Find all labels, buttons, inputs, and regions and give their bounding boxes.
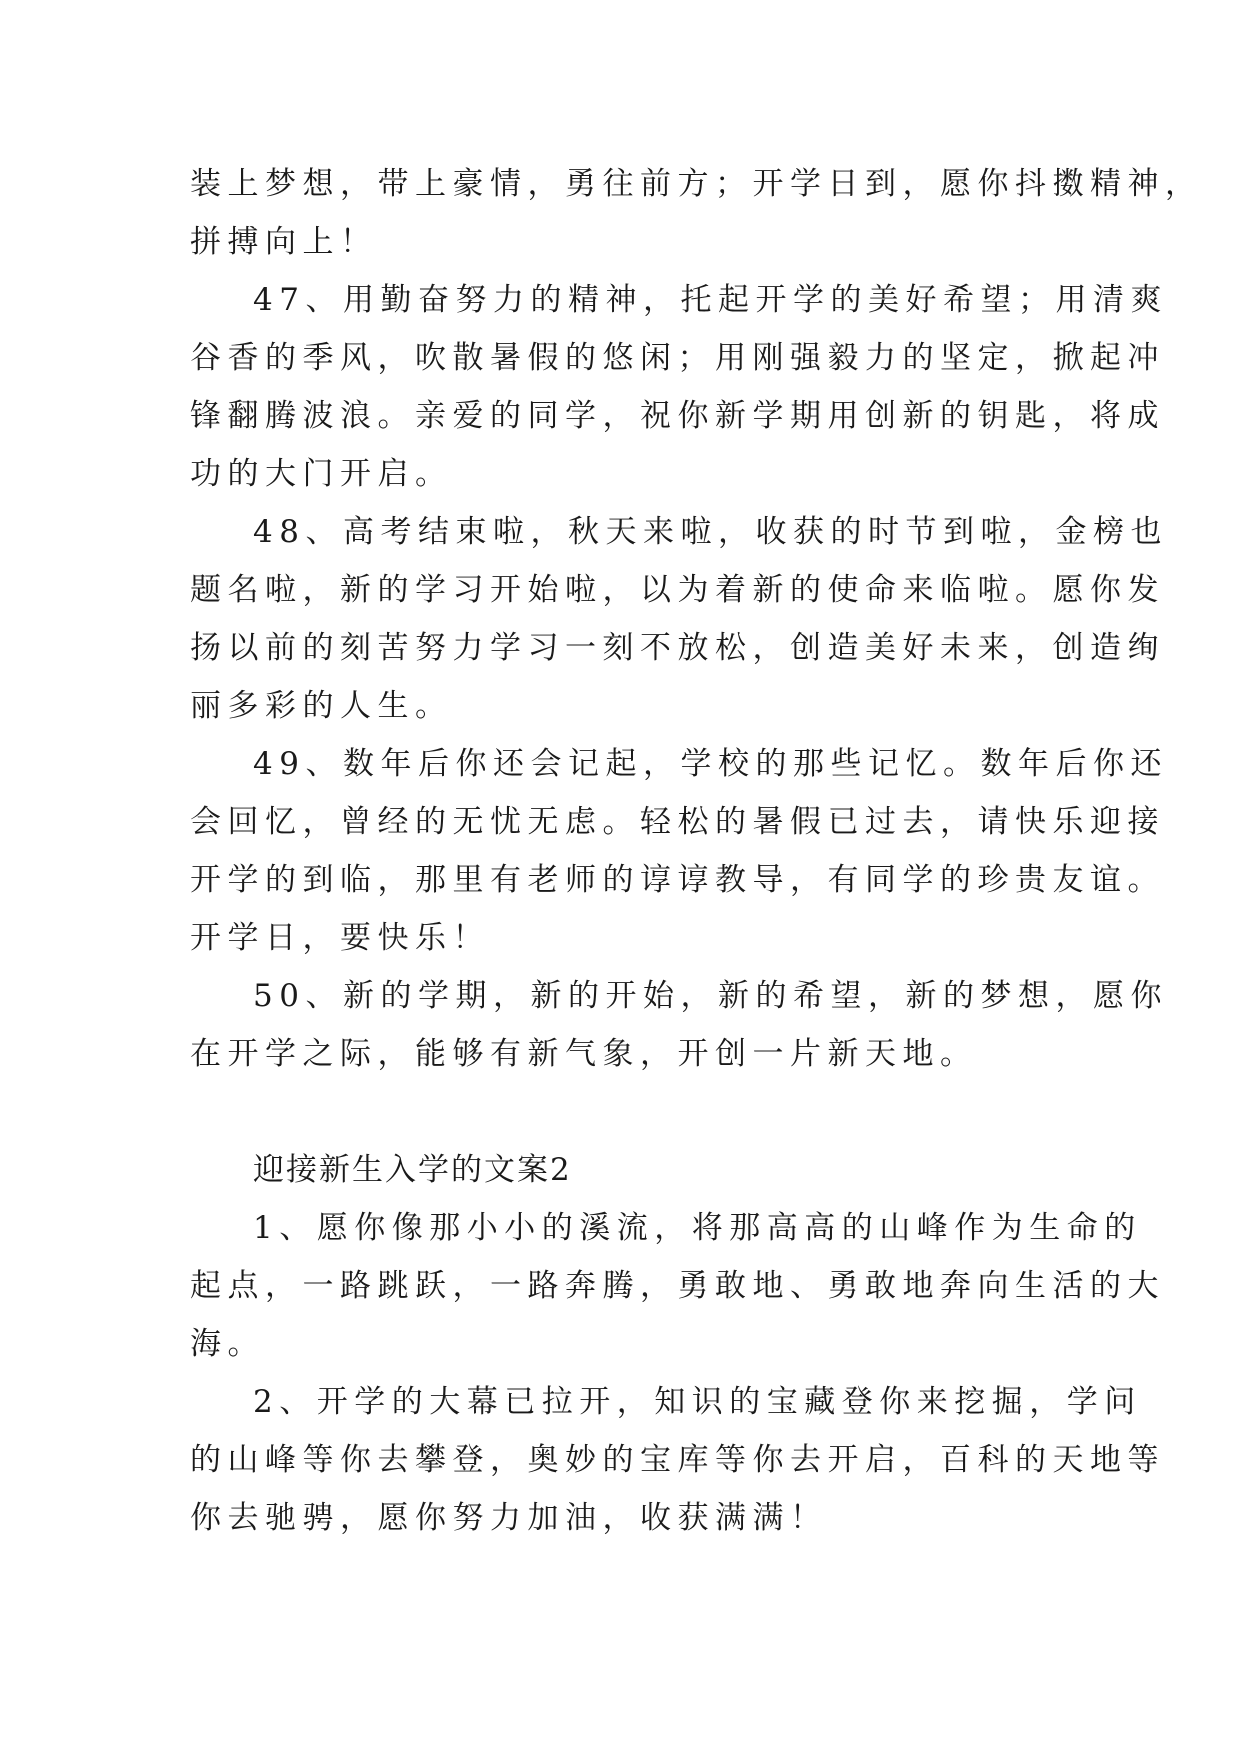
text-line: 海。 <box>190 1326 265 1362</box>
text-line: 会回忆，曾经的无忧无虑。轻松的暑假已过去，请快乐迎接 <box>190 804 1165 840</box>
paragraph-2-start: 2、开学的大幕已拉开，知识的宝藏登你来挖掘，学问 <box>253 1384 1142 1420</box>
text-line: 谷香的季风，吹散暑假的悠闲；用刚强毅力的坚定，掀起冲 <box>190 340 1165 376</box>
text-line: 开学日，要快乐！ <box>190 920 490 956</box>
text-line: 在开学之际，能够有新气象，开创一片新天地。 <box>190 1036 978 1072</box>
text-line: 装上梦想，带上豪情，勇往前方；开学日到，愿你抖擞精神， <box>190 166 1203 202</box>
text-line: 锋翻腾波浪。亲爱的同学，祝你新学期用创新的钥匙，将成 <box>190 398 1165 434</box>
text-line: 功的大门开启。 <box>190 456 453 492</box>
paragraph-48-start: 48、高考结束啦，秋天来啦，收获的时节到啦，金榜也 <box>253 514 1168 550</box>
text-line: 的山峰等你去攀登，奥妙的宝库等你去开启，百科的天地等 <box>190 1442 1165 1478</box>
paragraph-50-start: 50、新的学期，新的开始，新的希望，新的梦想，愿你 <box>253 978 1168 1014</box>
paragraph-49-start: 49、数年后你还会记起，学校的那些记忆。数年后你还 <box>253 746 1168 782</box>
text-line: 拼搏向上！ <box>190 224 378 260</box>
text-line: 你去驰骋，愿你努力加油，收获满满！ <box>190 1500 828 1536</box>
section-heading: 迎接新生入学的文案2 <box>253 1152 572 1188</box>
paragraph-1-start: 1、愿你像那小小的溪流，将那高高的山峰作为生命的 <box>253 1210 1142 1246</box>
text-line: 丽多彩的人生。 <box>190 688 453 724</box>
text-line: 起点，一路跳跃，一路奔腾，勇敢地、勇敢地奔向生活的大 <box>190 1268 1165 1304</box>
text-line: 扬以前的刻苦努力学习一刻不放松，创造美好未来，创造绚 <box>190 630 1165 666</box>
text-line: 开学的到临，那里有老师的谆谆教导，有同学的珍贵友谊。 <box>190 862 1165 898</box>
paragraph-47-start: 47、用勤奋努力的精神，托起开学的美好希望；用清爽 <box>253 282 1168 318</box>
text-line: 题名啦，新的学习开始啦，以为着新的使命来临啦。愿你发 <box>190 572 1165 608</box>
